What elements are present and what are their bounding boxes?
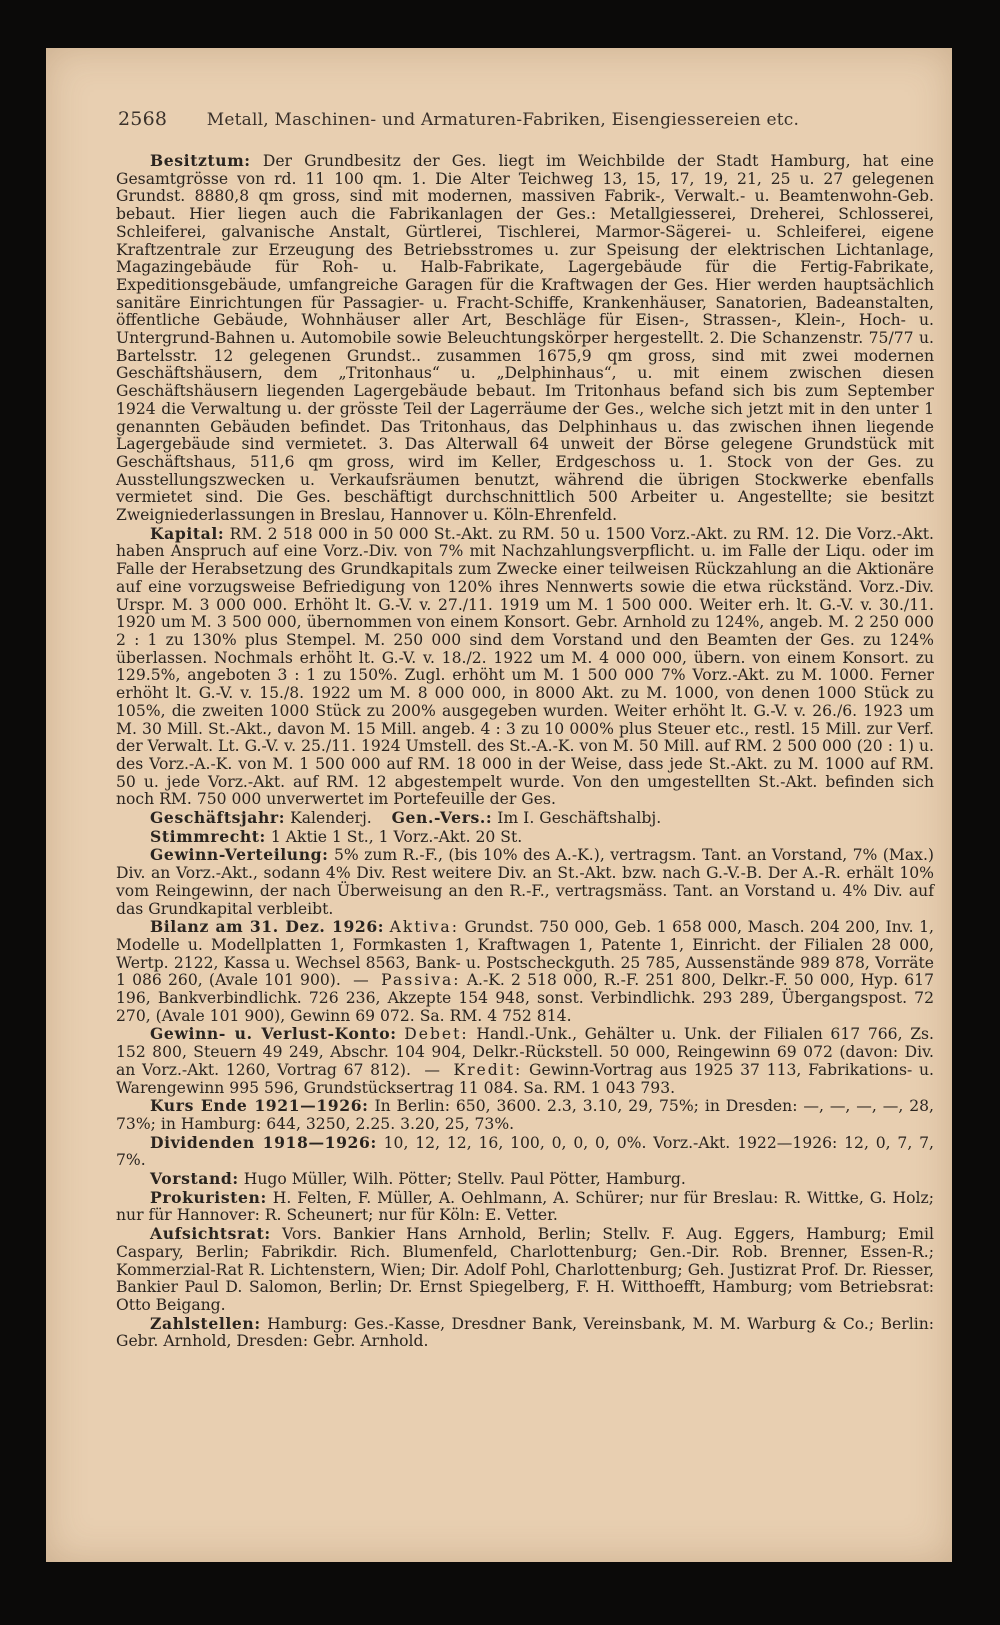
text-gewinnverteilung: 5% zum R.-F., (bis 10% des A.-K.), vertragsm. Tant. an Vorstand, 7% (Max.) Div. an Vorz.-Akt., sodann 4% Div. Rest weitere Div. an St.-Akt. bzw. nach G.-V.-B. Der A.-R. erhält 10% vom Reingewinn, der nach Überweisung an den R.-F., vertragsmäss. Tant. an Vorstand u. 4% Div. auf das Grundkapital verbleibt. — [116, 846, 934, 918]
label-prokuristen: Prokuristen: — [150, 1187, 267, 1207]
label-gen-vers: Gen.-Vers.: — [391, 808, 493, 828]
label-kurs: Kurs Ende 1921—1926: — [150, 1096, 369, 1116]
running-title: Metall, Maschinen- und Armaturen-Fabriken, Eisengiessereien etc. — [206, 110, 800, 130]
label-kredit: Kredit: — [453, 1060, 523, 1079]
text-geschaeftsjahr: Kalenderj. — [290, 809, 372, 828]
text-besitztum: Der Grundbesitz der Ges. liegt im Weichbilde der Stadt Hamburg, hat eine Gesamtgrösse von rd. 11 100 qm. 1. Die Alter Teichweg 13, 15, 17, 19, 21, 25 u. 27 gelegenen Grundst. 8880,8 qm gross, sind mit modernen, massiven Fabrik-, Verwalt.- u. Beamtenwohn-Geb. bebaut. Hier liegen auch die Fabrikanlagen der Ges.: Metallgiesserei, Dreherei, Schlosserei, Schleiferei, galvanische Anstalt, Gürtlerei, Tischlerei, Marmor-Sägerei- u. Schleiferei, eigene Kraftzentrale zur Erzeugung des Betriebsstromes u. zur Speisung der elektrischen Lichtanlage, Magazingebäude für Roh- u. Halb-Fabrikate, Lagergebäude für die Fertig-Fabrikate, Expeditionsgebäude, umfangreiche Garagen für die Kraftwagen der Ges. Hier werden hauptsächlich sanitäre Einrichtungen für Passagier- u. Fracht-Schiffe, Krankenhäuser, Sanatorien, Badeanstalten, öffentliche Gebäude, Wohnhäuser aller Art, Beschläge für Eisen-, Strassen-, Klein-, Hoch- u. Untergrund-Bahnen u. Automobile sowie Beleuchtungskörper hergestellt. 2. Die Schanzenstr. 75/77 u. Bartelsstr. 12 gelegenen Grundst.. zusammen 1675,9 qm gross, sind mit zwei modernen Geschäftshäusern, dem „Tritonhaus“ u. „Delphinhaus“, u. mit einem zwischen diesen Geschäftshäusern liegenden Lagergebäude bebaut. Im Tritonhaus befand sich bis zum September 1924 die Verwaltung u. der grösste Teil der Lagerräume der Ges., welche sich jetzt mit in den unter 1 genannten Gebäuden befindet. Das Tritonhaus, das Delphinhaus u. das zwischen ihnen liegende Lagergebäude sind vermietet. 3. Das Alterwall 64 unweit der Börse gelegene Grundstück mit Geschäftshaus, 511,6 qm gross, wird im Keller, Erdgeschoss u. 1. Stock von der Ges. zu Ausstellungszwecken u. Verkaufsräumen benutzt, während die übrigen Stockwerke ebenfalls vermietet sind. Die Ges. beschäftigt durchschnittlich 500 Arbeiter u. Angestellte; sie besitzt Zweigniederlassungen in Breslau, Hannover u. Köln-Ehrenfeld. — [116, 152, 934, 525]
label-passiva: Passiva: — [381, 971, 461, 990]
text-stimmrecht: 1 Aktie 1 St., 1 Vorz.-Akt. 20 St. — [270, 827, 523, 846]
label-besitztum: Besitztum: — [150, 151, 251, 170]
section-stimmrecht — [116, 828, 934, 847]
text-dividenden: 10, 12, 12, 16, 100, 0, 0, 0, 0%. Vorz.-Akt. 1922—1926: 12, 0, 7, 7, 7%. — [116, 1133, 934, 1170]
label-kapital: Kapital: — [150, 523, 225, 543]
text-passiva: A.-K. 2 518 000, R.-F. 251 800, Delkr.-F. 50 000, Hyp. 617 196, Bankverbindlichk. 726 236, Akzepte 154 948, sonst. Verbindlichk. 293 289, Übergangspost. 72 270, (Avale 101 900), Gewinn 69 072. Sa. RM. 4 752 814. — [116, 971, 935, 1025]
page-number: 2568 — [118, 108, 168, 130]
document-page — [46, 48, 952, 1562]
label-aktiva: Aktiva: — [389, 918, 459, 937]
section-vorstand — [116, 1170, 934, 1189]
label-debet: Debet: — [404, 1025, 469, 1044]
page-header — [118, 108, 898, 130]
section-geschaeftsjahr — [116, 809, 934, 828]
section-dividenden — [116, 1134, 934, 1170]
section-besitztum — [116, 152, 934, 525]
section-aufsichtsrat — [116, 1225, 934, 1315]
document-body — [116, 152, 934, 1351]
section-prokuristen — [116, 1189, 934, 1225]
label-vorstand: Vorstand: — [150, 1169, 239, 1189]
text-kapital: RM. 2 518 000 in 50 000 St.-Akt. zu RM. 50 u. 1500 Vorz.-Akt. zu RM. 12. Die Vorz.-Akt. haben Anspruch auf eine Vorz.-Div. von 7% mit Nachzahlungsverpflicht. u. im Falle der Liqu. oder im Falle der Herabsetzung des Grundkapitals zum Zwecke einer teilweisen Rückzahlung an die Aktionäre auf eine vorzugsweise Befriedigung von 120% ihres Nennwerts sowie die etwa rückständ. Vorz.-Div. Urspr. M. 3 000 000. Erhöht lt. G.-V. v. 27./11. 1919 um M. 1 500 000. Weiter erh. lt. G.-V. v. 30./11. 1920 um M. 3 500 000, übernommen von einem Konsort. Gebr. Arnhold zu 124%, angeb. M. 2 250 000 2 : 1 zu 130% plus Stempel. M. 250 000 sind dem Vorstand und den Beamten der Ges. zu 124% überlassen. Nochmals erhöht lt. G.-V. v. 18./2. 1922 um M. 4 000 000, übern. von einem Konsort. zu 129.5%, angeboten 3 : 1 zu 150%. Zugl. erhöht um M. 1 500 000 7% Vorz.-Akt. zu M. 1000. Ferner erhöht lt. G.-V. v. 15./8. 1922 um M. 8 000 000, in 8000 Akt. zu M. 1000, von denen 1000 Stück zu 105%, die zweiten 1000 Stück zu 200% ausgegeben wurden. Weiter erhöht lt. G.-V. v. 26./6. 1923 um M. 30 Mill. St.-Akt., davon M. 15 Mill. angeb. 4 : 3 zu 10 000% plus Steuer etc., restl. 15 Mill. zur Verf. der Verwalt. Lt. G.-V. v. 25./11. 1924 Umstell. des St.-A.-K. von M. 50 Mill. auf RM. 2 500 000 (20 : 1) u. des Vorz.-A.-K. von M. 1 500 000 auf RM. 18 000 in der Weise, dass jede St.-Akt. zu M. 1000 auf RM. 50 u. jede Vorz.-Akt. auf RM. 12 abgestempelt wurde. Von den umgestellten St.-Akt. befinden sich noch RM. 750 000 unverwertet im Portefeuille der Ges. — [116, 524, 934, 809]
text-prokuristen: H. Felten, F. Müller, A. Oehlmann, A. Schürer; nur für Breslau: R. Wittke, G. Holz; nur für Hannover: R. Scheunert; nur für Köln: E. Vetter. — [116, 1188, 934, 1225]
label-bilanz: Bilanz am 31. Dez. 1926: — [150, 917, 385, 937]
label-geschaeftsjahr: Geschäftsjahr: — [150, 808, 286, 828]
text-vorstand: Hugo Müller, Wilh. Pötter; Stellv. Paul Pötter, Hamburg. — [243, 1170, 686, 1189]
text-gen-vers: Im I. Geschäftshalbj. — [497, 809, 662, 828]
text-zahlstellen: Hamburg: Ges.-Kasse, Dresdner Bank, Vereinsbank, M. M. Warburg & Co.; Berlin: Gebr. Arnhold, Dresden: Gebr. Arnhold. — [116, 1314, 934, 1351]
section-kurs — [116, 1097, 934, 1133]
section-bilanz: Bilanz am 31. Dez. 1926: Aktiva: Grundst. 750 000, Geb. 1 658 000, Masch. 204 200, Inv. 1, Modelle u. Modellplatten 1, Formkasten 1, Kraftwagen 1, Patente 1, Einricht. der Filialen 28 000, Wertp. 2122, Kassa u. Wechsel 8563, Bank- u. Postscheckguth. 25 785, Aussenstände 989 878, Vorräte 1 086 260, (Avale 101 900). — Passiva: A.-K. 2 518 000, R.-F. 251 800, Delkr.-F. 50 000, Hyp. 617 196, Bankverbindlichk. 726 236, Akzepte 154 948, sonst. Verbindlichk. 293 289, Übergangspost. 72 270, (Avale 101 900), Gewinn 69 072. Sa. RM. 4 752 814. — [116, 917, 935, 1025]
label-dividenden: Dividenden 1918—1926: — [150, 1132, 377, 1152]
label-gewinn-verlust: Gewinn- u. Verlust-Konto: — [150, 1024, 397, 1044]
label-zahlstellen: Zahlstellen: — [150, 1313, 261, 1333]
section-gewinnverteilung — [116, 846, 934, 918]
text-aktiva: Grundst. 750 000, Geb. 1 658 000, Masch. 204 200, Inv. 1, Modelle u. Modellplatten 1, Formkasten 1, Kraftwagen 1, Patente 1, Einricht. der Filialen 28 000, Wertp. 2122, Kassa u. Wechsel 8563, Bank- u. Postscheckguth. 25 785, Aussenstände 989 878, Vorräte 1 086 260, (Avale 101 900). — [116, 918, 934, 990]
label-stimmrecht: Stimmrecht: — [150, 826, 266, 846]
text-debet: Handl.-Unk., Gehälter u. Unk. der Filialen 617 766, Zs. 152 800, Steuern 49 249, Abschr. 104 904, Delkr.-Rückstell. 50 000, Reingewinn 69 072 (davon: Div. an Vorz.-Akt. 1260, Vortrag 67 812). — [116, 1025, 935, 1079]
text-aufsichtsrat: Vors. Bankier Hans Arnhold, Berlin; Stellv. F. Aug. Eggers, Hamburg; Emil Caspary, Berlin; Fabrikdir. Rich. Blumenfeld, Charlottenburg; Gen.-Dir. Rob. Brenner, Essen-R.; Kommerzial-Rat R. Lichtenstern, Wien; Dir. Adolf Pohl, Charlottenburg; Geh. Justizrat Prof. Dr. Riesser, Bankier Paul D. Salomon, Berlin; Dr. Ernst Spiegelberg, F. H. Witthoefft, Hamburg; vom Betriebsrat: Otto Beigang. — [116, 1225, 934, 1314]
text-kredit: Gewinn-Vortrag aus 1925 37 113, Fabrikations- u. Warengewinn 995 596, Grundstücksertrag 11 084. Sa. RM. 1 043 793. — [116, 1060, 935, 1097]
label-gewinnverteilung: Gewinn-Verteilung: — [150, 845, 329, 865]
label-aufsichtsrat: Aufsichtsrat: — [150, 1224, 271, 1244]
section-kapital — [116, 525, 934, 809]
section-gewinn-verlust: Gewinn- u. Verlust-Konto: Debet: Handl.-Unk., Gehälter u. Unk. der Filialen 617 766, Zs. 152 800, Steuern 49 249, Abschr. 104 904, Delkr.-Rückstell. 50 000, Reingewinn 69 072 (davon: Div. an Vorz.-Akt. 1260, Vortrag 67 812). — Kredit: Gewinn-Vortrag aus 1925 37 113, Fabrikations- u. Warengewinn 995 596, Grundstücksertrag 11 084. Sa. RM. 1 043 793. — [116, 1024, 935, 1097]
section-zahlstellen — [116, 1315, 934, 1351]
text-kurs: In Berlin: 650, 3600. 2.3, 3.10, 29, 75%; in Dresden: —, —, —, —, 28, 73%; in Hamburg: 644, 3250, 2.25. 3.20, 25, 73%. — [116, 1097, 935, 1133]
